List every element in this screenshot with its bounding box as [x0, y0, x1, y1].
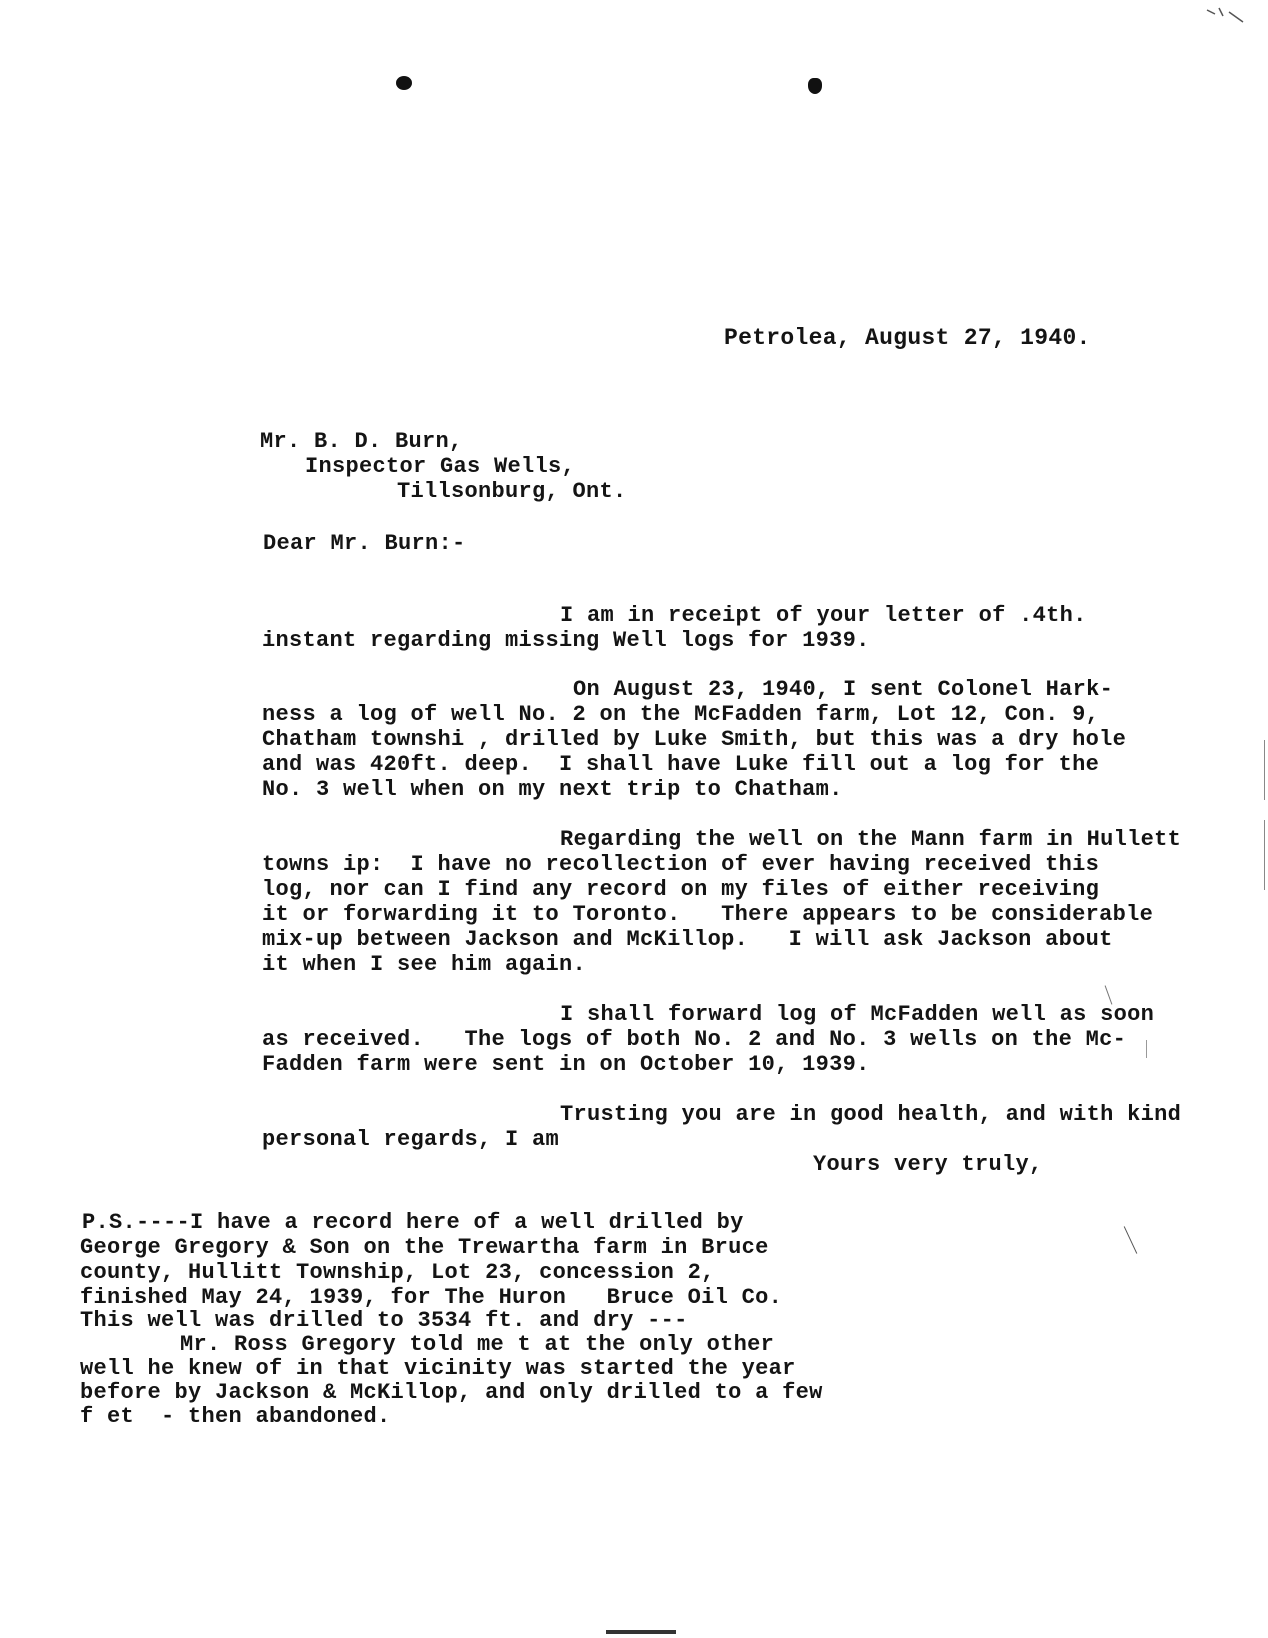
paragraph-line: Chatham townshi , drilled by Luke Smith, but this was a dry hole: [262, 727, 1127, 752]
paragraph-line: it or forwarding it to Toronto. There appears to be considerable: [262, 902, 1154, 927]
paragraph-line: it when I see him again.: [262, 952, 587, 977]
paragraph-line: Regarding the well on the Mann farm in Hullett: [560, 827, 1182, 852]
postscript-line: well he knew of in that vicinity was started the year: [80, 1356, 796, 1381]
paragraph-line: Fadden farm were sent in on October 10, 1939.: [262, 1052, 870, 1077]
paragraph-line: towns ip: I have no recollection of ever having received this: [262, 852, 1100, 877]
postscript-line: finished May 24, 1939, for The Huron Bruce Oil Co.: [80, 1285, 783, 1310]
page-edge-artifact: [606, 1630, 676, 1634]
scan-artifact: [1124, 1226, 1138, 1254]
postscript-line: This well was drilled to 3534 ft. and dry ---: [80, 1308, 688, 1333]
paragraph-line: I am in receipt of your letter of .4th.: [560, 603, 1087, 628]
postscript-line: county, Hullitt Township, Lot 23, concession 2,: [80, 1260, 715, 1285]
recipient-name: Mr. B. D. Burn,: [260, 429, 463, 454]
ink-blot-mark: [808, 78, 822, 94]
paragraph-line: On August 23, 1940, I sent Colonel Hark-: [573, 677, 1114, 702]
paragraph-line: and was 420ft. deep. I shall have Luke fill out a log for the: [262, 752, 1100, 777]
corner-scribble-mark: [1205, 6, 1245, 26]
postscript-line: Mr. Ross Gregory told me t at the only other: [180, 1332, 775, 1357]
scan-artifact: [1146, 1040, 1147, 1058]
recipient-title: Inspector Gas Wells,: [305, 454, 576, 479]
paragraph-line: personal regards, I am: [262, 1127, 560, 1152]
paragraph-line: as received. The logs of both No. 2 and No. 3 wells on the Mc-: [262, 1027, 1127, 1052]
paragraph-line: instant regarding missing Well logs for 1939.: [262, 628, 870, 653]
complimentary-close: Yours very truly,: [813, 1152, 1043, 1177]
recipient-location: Tillsonburg, Ont.: [397, 479, 627, 504]
dateline: Petrolea, August 27, 1940.: [724, 325, 1091, 351]
paragraph-line: Trusting you are in good health, and with kind: [560, 1102, 1182, 1127]
ink-blot-mark: [396, 76, 412, 90]
postscript-line: George Gregory & Son on the Trewartha farm in Bruce: [80, 1235, 769, 1260]
postscript-line: P.S.----I have a record here of a well drilled by: [82, 1210, 744, 1235]
paragraph-line: No. 3 well when on my next trip to Chatham.: [262, 777, 843, 802]
salutation: Dear Mr. Burn:-: [263, 531, 466, 556]
scan-artifact: [1264, 740, 1265, 800]
postscript-line: before by Jackson & McKillop, and only drilled to a few: [80, 1380, 823, 1405]
scan-artifact: [1264, 820, 1265, 890]
paragraph-line: I shall forward log of McFadden well as soon: [560, 1002, 1155, 1027]
postscript-line: f et - then abandoned.: [80, 1404, 391, 1429]
paragraph-line: mix-up between Jackson and McKillop. I will ask Jackson about: [262, 927, 1113, 952]
paragraph-line: ness a log of well No. 2 on the McFadden farm, Lot 12, Con. 9,: [262, 702, 1100, 727]
paragraph-line: log, nor can I find any record on my files of either receiving: [262, 877, 1100, 902]
